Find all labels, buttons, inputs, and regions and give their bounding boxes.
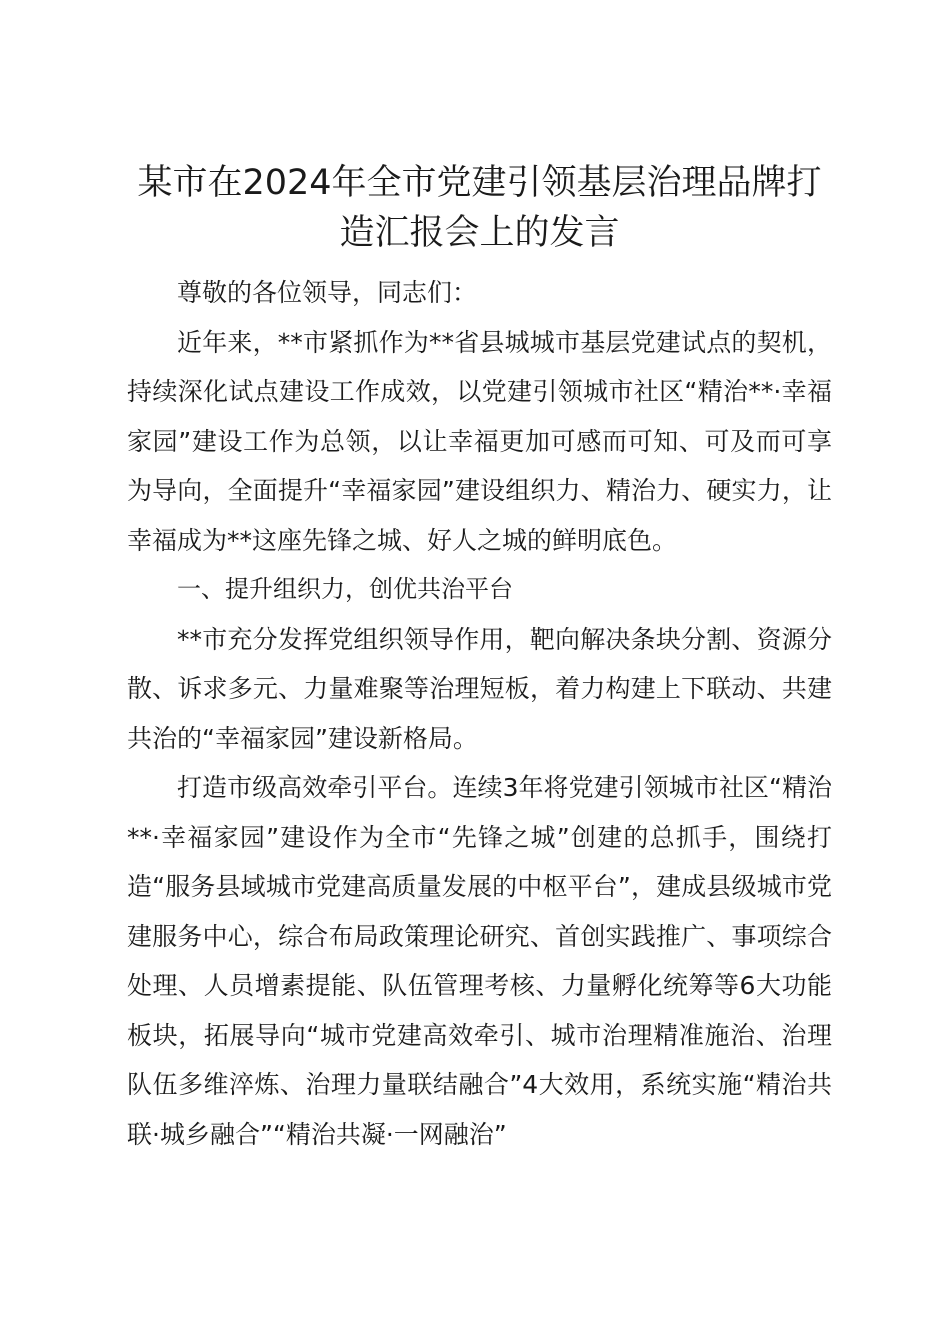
document-body xyxy=(127,268,832,1159)
section-1-paragraph-1: **市充分发挥党组织领导作用，靶向解决条块分割、资源分散、诉求多元、力量难聚等治理短板，着力构建上下联动、共建共治的“幸福家园”建设新格局。 xyxy=(127,624,832,753)
section-1-heading: 一、提升组织力，创优共治平台 xyxy=(177,575,513,603)
document-page xyxy=(127,158,832,1159)
greeting-paragraph: 尊敬的各位领导，同志们： xyxy=(177,278,478,307)
intro-paragraph: 近年来，**市紧抓作为**省县城城市基层党建试点的契机，持续深化试点建设工作成效，以党建引领城市社区“精治**·幸福家园”建设工作为总领，以让幸福更加可感而可知、可及而可享为导向，全面提升“幸福家园”建设组织力、精治力、硬实力，让幸福成为**这座先锋之城、好人之城的鲜明底色。 xyxy=(127,327,832,555)
section-1-paragraph-2: 打造市级高效牵引平台。连续3年将党建引领城市社区“精治**·幸福家园”建设作为全市“先锋之城”创建的总抓手，围绕打造“服务县域城市党建高质量发展的中枢平台”，建成县级城市党建服务中心，综合布局政策理论研究、首创实践推广、事项综合处理、人员增素提能、队伍管理考核、力量孵化统筹等6大功能板块，拓展导向“城市党建高效牵引、城市治理精准施治、治理队伍多维淬炼、治理力量联结融合”4大效用，系统实施“精治共联·城乡融合”“精治共凝·一网融治” xyxy=(127,773,832,1149)
document-title: 某市在2024年全市党建引领基层治理品牌打造汇报会上的发言 xyxy=(137,163,822,253)
